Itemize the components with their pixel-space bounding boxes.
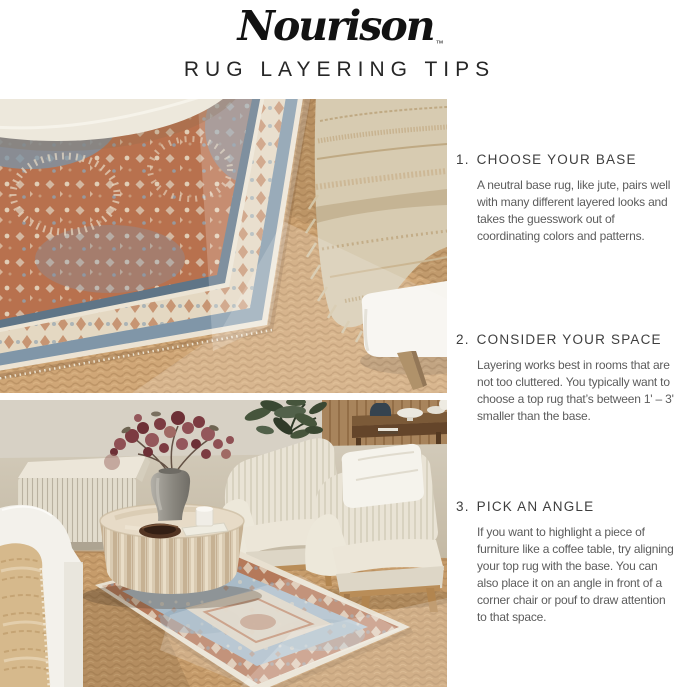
tip-2-number: 2. [456,332,470,347]
tip-1-heading-text: CHOOSE YOUR BASE [476,152,637,167]
photo-layered-rug-closeup-art [0,99,447,393]
tip-3-body: If you want to highlight a piece of furniture like a coffee table, try aligning your top rug with the base. You can also place it on an angle in front of a corner chair or pouf to draw attention to that space. [477,525,674,624]
tip-3-heading-text: PICK AN ANGLE [476,499,595,514]
candle [196,506,213,526]
brand-logo [0,2,679,50]
photo-living-room-art [0,400,447,687]
photo-living-room-layered-rugs [0,400,447,687]
tip-3-heading [456,499,676,514]
tip-1-number: 1. [456,152,470,167]
brand-logo-text: Nourison [237,2,434,50]
tip-2-body: Layering works best in rooms that are not too cluttered. You typically want to choose a top rug that’s between 1' – 3' smaller than the base. [477,358,674,423]
tip-3-number: 3. [456,499,470,514]
navy-vase [370,403,391,416]
tip-choose-your-base [456,152,676,245]
trademark-symbol: ™ [435,39,444,48]
tip-consider-your-space [456,332,676,425]
tip-2-heading-text: CONSIDER YOUR SPACE [476,332,662,347]
tip-1-heading [456,152,676,167]
white-bowl [397,408,423,418]
photo-layered-rug-closeup [0,99,447,393]
tip-pick-an-angle [456,499,676,626]
tip-2-heading [456,332,676,347]
tip-1-body: A neutral base rug, like jute, pairs well with many different layered looks and takes the guesswork out of coordinating colors and patterns. [477,178,671,243]
page-title: RUG LAYERING TIPS [183,58,496,81]
wood-bowl [139,524,181,539]
